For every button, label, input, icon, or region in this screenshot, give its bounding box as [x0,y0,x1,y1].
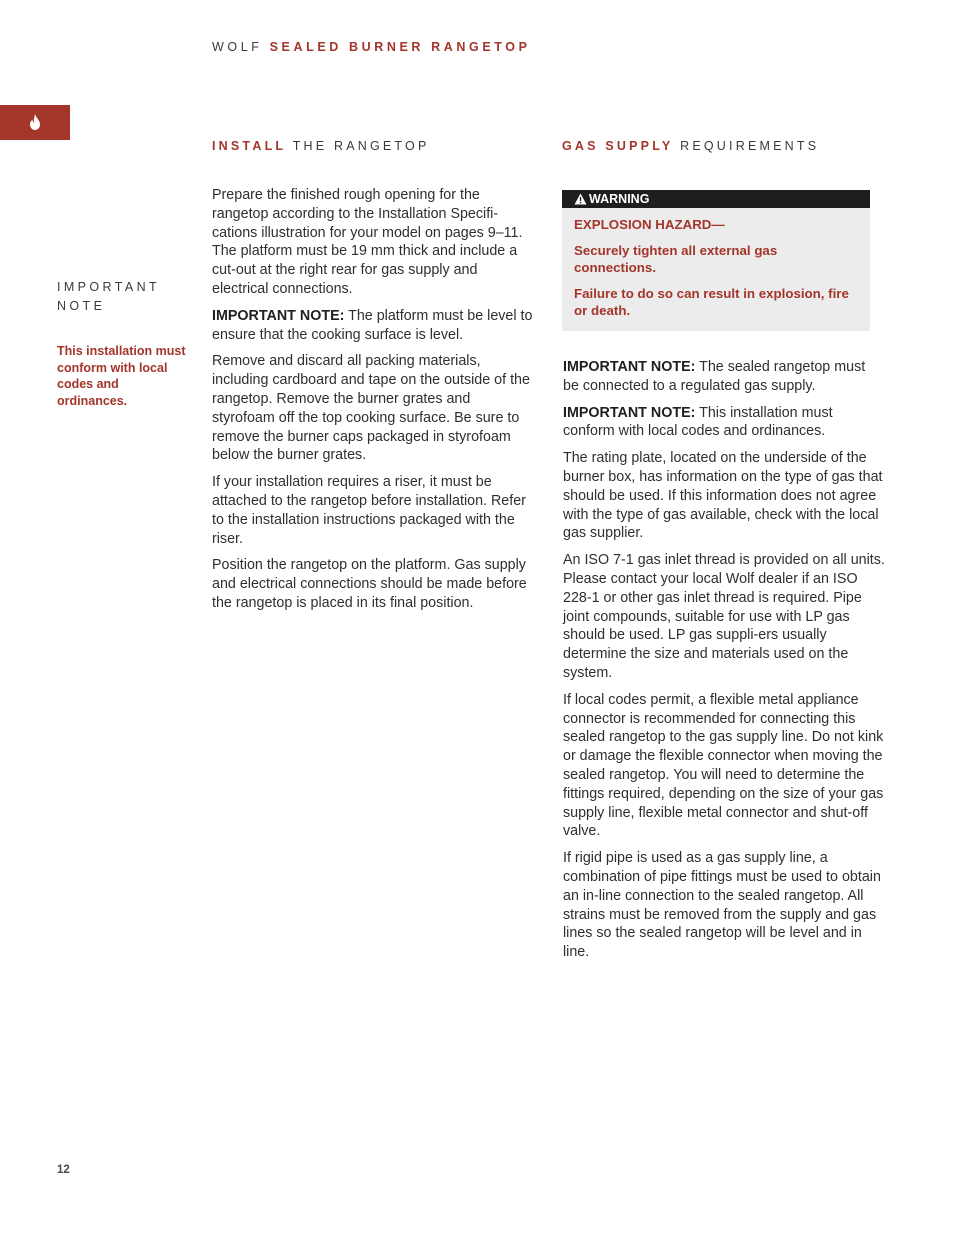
warning-content [562,208,870,320]
side-note-text: This installation must conform with local codes and ordinances. [57,344,186,408]
section-tab [0,105,70,140]
warning-triangle-icon [574,193,587,205]
warning-line-2: Failure to do so can result in explosion, fire or death. [574,285,849,318]
install-paragraph-4: If your installation requires a riser, it must be attached to the rangetop before installation. Refer to the installation instructions packaged with the riser. [212,474,526,547]
side-note-heading [57,278,160,316]
install-heading-rest: THE RANGETOP [292,139,430,153]
install-heading-bold: INSTALL [212,139,287,153]
gas-note-1-label: IMPORTANT NOTE: [563,359,696,375]
header-brand: WOLF [212,40,263,54]
warning-line-1: Securely tighten all external gas connections. [574,242,778,275]
gas-heading-bold: GAS SUPPLY [562,139,674,153]
gas-note-2-label: IMPORTANT NOTE: [563,404,696,421]
gas-paragraph-5: If local codes permit, a flexible metal appliance connector is recommended for connecting this sealed rangetop to the gas supply line. Do not kink or damage the flexible connector when moving the sealed rangetop. You will need to determine the fittings required, depending on the size of your gas supply line, flexible metal connector and shut-off valve. [563,691,884,840]
install-note-text: The platform must be level to ensure that the cooking surface is level. [212,307,533,343]
install-note-label: IMPORTANT NOTE: [212,307,345,324]
gas-paragraph-4: An ISO 7-1 gas inlet thread is provided on all units. Please contact your local Wolf dealer if an ISO 228-1 or other gas inlet thread is required. Pipe joint compounds, suitable for use with LP gas should be used. LP gas suppli-ers usually determine the size and materials used on the system. [563,552,885,681]
gas-important-note-1 [563,358,885,396]
header-title: SEALED BURNER RANGETOP [269,40,531,54]
gas-heading [562,139,819,153]
install-important-note [212,307,534,345]
side-note-heading-line2: NOTE [57,299,106,313]
warning-hazard: EXPLOSION HAZARD— [574,217,725,232]
gas-heading-rest: REQUIREMENTS [680,139,820,153]
gas-note-1-text: The sealed rangetop must be connected to a regulated gas supply. [563,359,866,394]
gas-paragraph-6: If rigid pipe is used as a gas supply line, a combination of pipe fittings must be used to obtain an in-line connection to the sealed rangetop. All strains must be removed from the supply and gas lines so the sealed rangetop will be level and in line. [563,850,881,961]
gas-column [563,358,885,970]
warning-label: WARNING [589,192,650,206]
warning-bar [562,190,870,208]
install-paragraph-5: Position the rangetop on the platform. Gas supply and electrical connections should be made before the rangetop is placed in its final position. [212,557,527,611]
page-number: 12 [57,1164,70,1176]
gas-paragraph-3: The rating plate, located on the underside of the burner box, has information on the type of gas that should be used. If this information does not agree with the type of gas available, check with the local gas supplier. [563,450,883,542]
gas-important-note-2 [563,404,885,442]
install-paragraph-3: Remove and discard all packing materials, including cardboard and tape on the outside of the rangetop. Remove the burner grates and styrofoam off the top cooking surface. Be sure to remove the burner caps packaged in styrofoam below the burner grates. [212,353,530,464]
page-header [212,40,531,54]
warning-box [562,190,870,331]
install-heading [212,139,430,153]
flame-icon [29,114,41,130]
install-column [212,186,534,621]
side-note-heading-line1: IMPORTANT [57,280,161,294]
install-paragraph-1: Prepare the finished rough opening for the rangetop according to the Installation Specifi-cations illustration for your model on pages 9–11. The platform must be 19 mm thick and include a cut-out at the right rear for gas supply and electrical connections. [212,187,523,297]
gas-note-2-text: This installation must conform with local codes and ordinances. [563,404,833,440]
